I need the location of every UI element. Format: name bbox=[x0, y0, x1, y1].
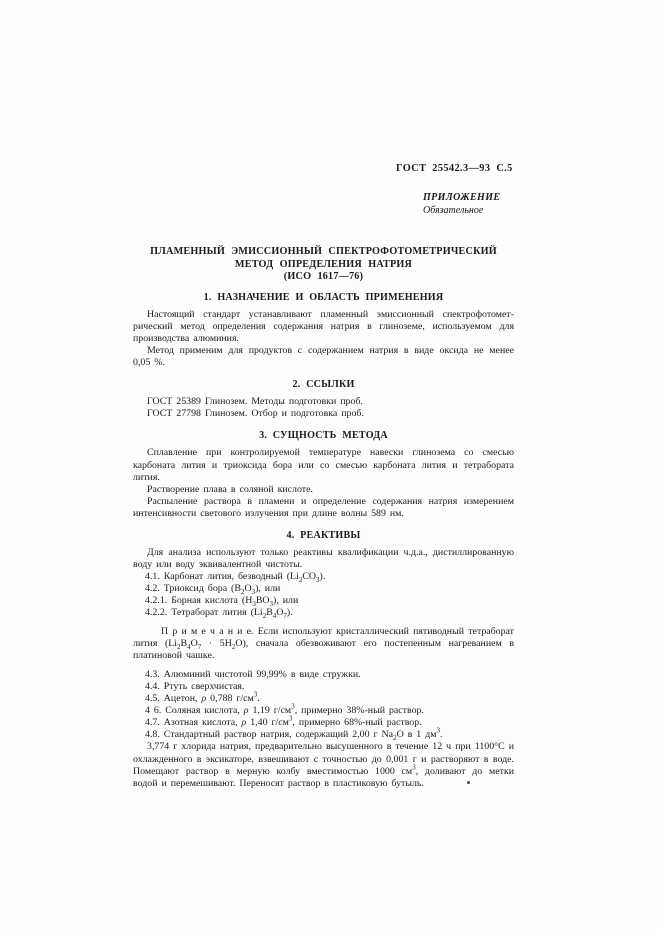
standard-solution-paragraph: 3,774 г хлорида натрия, предварительно высушенного в течение 12 ч при 1100°С и охлажденного в эксикаторе, взвешивают с точностью до 0,001 г и растворяют в воде. Помещают раствор в мерную колбу вместимостью 1000 $см^3$, доливают до метки водой и перемешивают. Переносят раствор в пластиковую бутыль. bbox=[133, 741, 514, 789]
section-3-paragraph-1: Сплавление при контролируемой температуре навески глинозема со смесью карбоната лития и триоксида бора или со смесью карбоната лития и тетрабората лития. bbox=[133, 447, 514, 483]
section-3-paragraph-2: Растворение плава в соляной кислоте. bbox=[147, 483, 313, 495]
section-4-intro: Для анализа используют только реактивы квалификации ч.д.а., дистиллированную воду или воду эквивалентной чистоты. bbox=[133, 547, 514, 571]
reagent-item-4-7: 4.7. Азотная кислота, ρ 1,40 $г/см^3$, примерно 68%-ный раствор. bbox=[145, 714, 422, 729]
appendix-label: ПРИЛОЖЕНИЕ bbox=[423, 192, 501, 203]
section-3-paragraph-3: Распыление раствора в пламени и определение содержания натрия измерением интенсивности светового излучения при длине волны 589 нм. bbox=[133, 495, 514, 519]
gost-reference-2: ГОСТ 27798 Глинозем. Отбор и подготовка проб. bbox=[147, 408, 364, 420]
scan-speck-dot bbox=[467, 781, 470, 784]
reagent-item-4-4: 4.4. Ртуть сверхчистая. bbox=[145, 680, 245, 692]
reagent-item-4-1: 4.1. Карбонат лития, безводный $(Li_2CO_3)$. bbox=[145, 571, 326, 585]
section-1-paragraph-2: Метод применим для продуктов с содержанием натрия в виде оксида не менее 0,05 %. bbox=[133, 345, 514, 369]
reagent-item-4-3: 4.3. Алюминий чистотой 99,99% в виде стружки. bbox=[145, 668, 361, 680]
title-line-2: МЕТОД ОПРЕДЕЛЕНИЯ НАТРИЯ bbox=[234, 258, 413, 270]
section-4-heading: 4. РЕАКТИВЫ bbox=[286, 530, 361, 541]
appendix-block bbox=[423, 191, 500, 217]
reagent-item-4-5: 4.5. Ацетон, ρ 0,788 $г/см^3$. bbox=[145, 690, 260, 705]
section-1-paragraph-1: Настоящий стандарт устанавливают пламенный эмиссионный спектрофотометрический метод определения содержания натрия в глиноземе, используемом для производства алюминия. bbox=[133, 308, 514, 344]
section-2-heading: 2. ССЫЛКИ bbox=[292, 379, 355, 391]
reagents-note: П р и м е ч а н и е. Если используют кристаллический пятиводный тетраборат лития $(Li_2B_4O_7 \cdot 5H_2O)$, сначала обезвоживают его постепенным нагреванием в платиновой чашке. bbox=[133, 625, 515, 661]
reagent-item-4-2-1: 4.2.1. Борная кислота $(H_3BO_3)$, или bbox=[145, 595, 299, 609]
reagent-item-4-8: 4.8. Стандартный раствор натрия, содержащий 2,00 г $Na_2O$ в 1 $дм^3$. bbox=[145, 727, 443, 743]
title-line-3: (ИСО 1617—76) bbox=[283, 271, 364, 283]
reagent-item-4-6: 4 6. Соляная кислота, ρ 1,19 $г/см^3$, примерно 38%-ный раствор. bbox=[145, 702, 424, 717]
reagent-item-4-2-2: 4.2.2. Тетраборат лития $(Li_2B_4O_7)$. bbox=[145, 607, 293, 621]
document-body bbox=[133, 246, 514, 790]
document-title bbox=[133, 246, 514, 284]
section-1-heading: 1. НАЗНАЧЕНИЕ И ОБЛАСТЬ ПРИМЕНЕНИЯ bbox=[203, 291, 444, 303]
reagent-item-4-2: 4.2. Триоксид бора $(B_2O_3)$, или bbox=[145, 583, 281, 597]
gost-reference-1: ГОСТ 25389 Глинозем. Методы подготовки проб. bbox=[147, 396, 363, 408]
section-3-heading: 3. СУЩНОСТЬ МЕТОДА bbox=[259, 430, 388, 442]
page-header: ГОСТ 25542.3—93 С.5 bbox=[396, 163, 513, 174]
title-line-1: ПЛАМЕННЫЙ ЭМИССИОННЫЙ СПЕКТРОФОТОМЕТРИЧЕСКИЙ bbox=[150, 246, 497, 257]
appendix-note: Обязательное bbox=[423, 205, 484, 216]
